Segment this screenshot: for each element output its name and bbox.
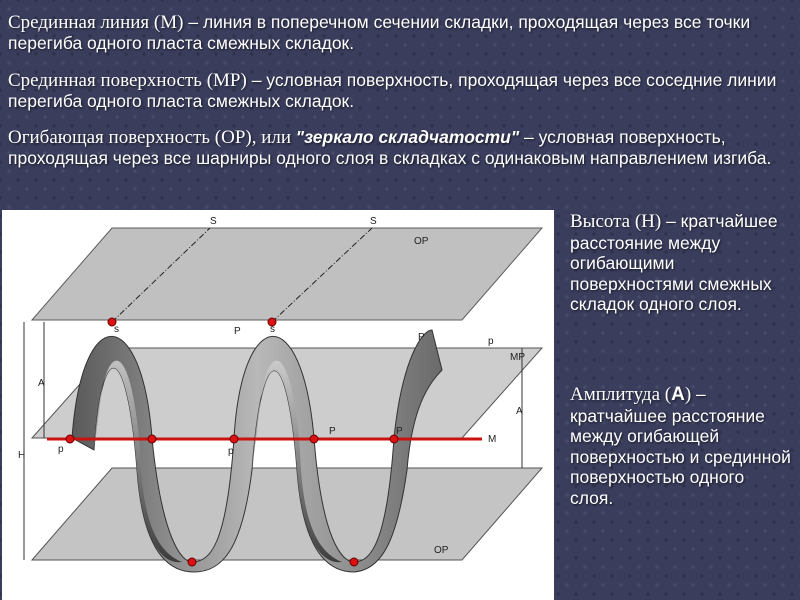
term-amplitude-post: ) bbox=[684, 384, 692, 405]
definition-median-surface bbox=[8, 70, 788, 112]
inflection-point bbox=[148, 435, 156, 443]
label-m: M bbox=[488, 434, 497, 445]
term-enveloping-surface: Огибающая поверхность (ОР), или bbox=[8, 127, 296, 148]
term-fold-mirror: "зеркало складчатости" bbox=[295, 127, 520, 147]
text-median-surface: – условная поверхность, проходящая через все соседние линии перегиба одного пласта смежных складок. bbox=[8, 70, 777, 111]
label-p-4: p bbox=[58, 444, 64, 455]
text-enveloping-surface: – условная поверхность, проходящая через все шарниры одного слоя в складках с одинаковым направлением изгиба. bbox=[8, 127, 772, 168]
label-op-top: OP bbox=[414, 236, 429, 247]
hinge-point bbox=[188, 558, 196, 566]
definition-height bbox=[570, 211, 792, 315]
label-p-6: P bbox=[329, 426, 336, 437]
text-median-line: – линия в поперечном сечении складки, проходящая через все точки перегиба одного пласта смежных складок. bbox=[8, 12, 751, 53]
fold-diagram bbox=[2, 210, 554, 600]
definition-amplitude bbox=[570, 384, 792, 508]
term-amplitude-letter: А bbox=[671, 384, 685, 405]
definition-enveloping-surface bbox=[8, 127, 788, 169]
label-h: H bbox=[18, 450, 26, 461]
fold-diagram-svg bbox=[2, 210, 554, 600]
label-p-2: P bbox=[418, 332, 425, 343]
label-s-small-2: s bbox=[270, 324, 275, 335]
label-op-bottom: OP bbox=[434, 545, 449, 556]
text-amplitude: – кратчайшее расстояние между огибающей поверхностью и срединной поверхностью одного слоя. bbox=[570, 384, 791, 508]
term-amplitude-pre: Амплитуда ( bbox=[570, 384, 672, 405]
term-median-line: Срединная линия (М) bbox=[8, 12, 184, 33]
label-p-5: p bbox=[228, 446, 234, 457]
label-s-2: S bbox=[370, 216, 377, 227]
inflection-point bbox=[310, 435, 318, 443]
definition-median-line bbox=[8, 12, 788, 54]
text-height: – кратчайшее расстояние между огибающими поверхностями смежных складок одного слоя. bbox=[570, 211, 778, 314]
label-s-1: S bbox=[210, 216, 217, 227]
inflection-point bbox=[230, 435, 238, 443]
term-height: Высота (Н) bbox=[570, 211, 662, 232]
bottom-enveloping-plane bbox=[32, 468, 542, 560]
label-s-small-1: s bbox=[114, 324, 119, 335]
hinge-point bbox=[350, 558, 358, 566]
label-a-right: A bbox=[516, 406, 523, 417]
top-enveloping-plane bbox=[32, 228, 542, 320]
label-a-left: A bbox=[38, 378, 45, 389]
label-p-1: P bbox=[234, 326, 241, 337]
label-p-7: P bbox=[396, 426, 403, 437]
label-mp: MP bbox=[510, 352, 525, 363]
label-p-3: p bbox=[488, 336, 494, 347]
term-median-surface: Срединная поверхность (МР) bbox=[8, 70, 247, 91]
inflection-point bbox=[66, 435, 74, 443]
